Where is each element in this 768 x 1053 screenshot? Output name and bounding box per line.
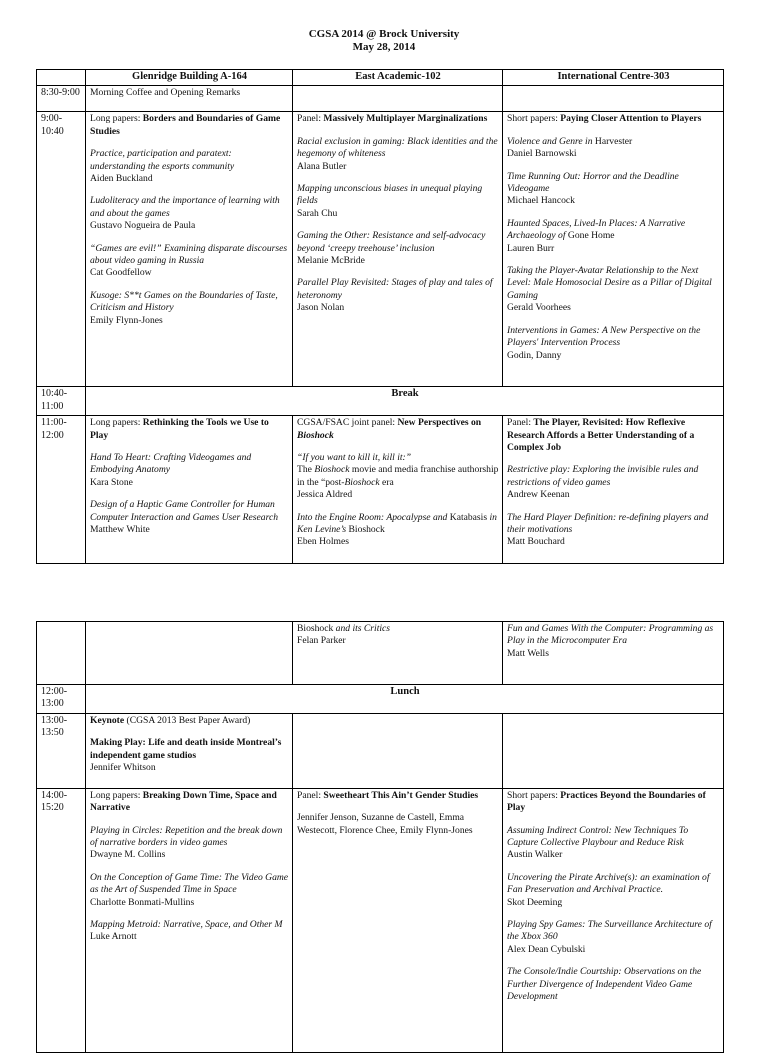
empty-cell — [293, 86, 503, 112]
session-name: Massively Multiplayer Marginalizations — [323, 113, 488, 125]
keynote-label: Keynote — [90, 714, 125, 726]
keynote-title: Making Play: Life and death inside Montreal’s independent game studios — [90, 737, 282, 761]
talk-title: Playing Spy Games: The Surveillance Architecture of the Xbox 360 — [507, 919, 712, 943]
game-name: Bioshock — [344, 476, 380, 488]
talk-title-part: Violence and Genre in — [507, 135, 595, 147]
session-cell — [293, 112, 503, 387]
time-cell: 10:40-11:00 — [37, 387, 86, 416]
session-name: Breaking Down Time, Space and Narrative — [90, 789, 277, 814]
session-type: Long papers: — [90, 417, 143, 429]
session-type: Long papers: — [90, 789, 143, 801]
talk-author: Jason Nolan — [297, 302, 345, 314]
session-cell — [293, 788, 503, 1052]
talk — [297, 452, 499, 502]
schedule-row-break — [37, 387, 724, 416]
talk-title-part: movie and media franchise authorship in the “post- — [297, 464, 499, 488]
room-header-1: Glenridge Building A-164 — [86, 70, 293, 86]
time-cell: 11:00-12:00 — [37, 416, 86, 564]
talk-title: Mapping unconscious biases in unequal playing fields — [297, 183, 483, 207]
talk-title: Hand To Heart: Crafting Videogames and Embodying Anatomy — [90, 452, 252, 476]
empty-cell — [86, 622, 293, 685]
talk-author: Emily Flynn-Jones — [90, 314, 163, 326]
talk-title — [297, 512, 499, 537]
talk-author: Alana Butler — [297, 160, 347, 172]
session-title — [297, 113, 499, 125]
opening-cell: Morning Coffee and Opening Remarks — [86, 86, 293, 112]
talk — [90, 195, 289, 232]
session-cell — [503, 112, 724, 387]
talk-title-part: The — [297, 464, 315, 476]
session-cell — [86, 416, 293, 564]
talk — [90, 872, 289, 909]
talk-title: Design of a Haptic Game Controller for Human Computer Interaction and Games User Research — [90, 499, 279, 523]
session-cell — [293, 622, 503, 685]
time-cell: 12:00-13:00 — [37, 685, 86, 714]
talk-title: Gaming the Other: Resistance and self-advocacy beyond ‘creepy treehouse’ inclusion — [297, 230, 486, 254]
game-name: Bioshock — [297, 623, 334, 634]
session-name: Practices Beyond the Boundaries of Play — [507, 789, 706, 814]
session-name: Sweetheart This Ain’t Gender Studies — [323, 789, 479, 801]
talk-title: The Console/Indie Courtship: Observations on the Further Divergence of Independent Video Game Development — [507, 966, 702, 1003]
session-title — [297, 417, 499, 442]
session-name-italic: Bioshock — [297, 429, 334, 441]
session-title — [507, 417, 720, 454]
schedule-row-continued — [37, 622, 724, 685]
talk — [297, 512, 499, 549]
term-name: Katabasis — [449, 511, 488, 523]
time-cell: 14:00-15:20 — [37, 788, 86, 1052]
talk-author: Matthew White — [90, 524, 150, 536]
session-name: New Perspectives on — [397, 417, 482, 429]
talk-author: Daniel Barnowski — [507, 148, 577, 160]
talk-author: Luke Arnott — [90, 931, 137, 943]
talk — [507, 218, 720, 255]
talk-title — [507, 136, 720, 148]
session-cell — [503, 788, 724, 1052]
talk-title — [297, 623, 499, 635]
talk-title: Parallel Play Revisited: Stages of play and tales of heteronomy — [297, 277, 493, 301]
talk-author: Matt Bouchard — [507, 536, 565, 548]
session-title — [90, 113, 289, 138]
talk — [90, 243, 289, 280]
talk-author: Austin Walker — [507, 849, 563, 861]
talk — [507, 919, 720, 956]
talk-title: “Games are evil!” Examining disparate discourses about video gaming in Russia — [90, 242, 288, 267]
time-header-cell — [37, 70, 86, 86]
talk-title: Restrictive play: Exploring the invisible rules and restrictions of video games — [507, 464, 699, 488]
talk-title: Time Running Out: Horror and the Deadline Videogame — [507, 170, 679, 195]
talk — [507, 512, 720, 549]
talk — [507, 872, 720, 909]
talk-author: Charlotte Bonmati-Mullins — [90, 896, 195, 908]
talk — [507, 325, 720, 362]
session-cell — [503, 416, 724, 564]
talk — [507, 464, 720, 501]
talk-title: Racial exclusion in gaming: Black identities and the hegemony of whiteness — [297, 135, 498, 160]
schedule-row-opening — [37, 86, 724, 112]
talk-author: Felan Parker — [297, 635, 346, 647]
talk-author: Cat Goodfellow — [90, 267, 152, 279]
session-type: Panel: — [297, 113, 324, 125]
date-text: May 28, 2014 — [352, 41, 416, 53]
talk — [90, 919, 289, 944]
talk-author: Dwayne M. Collins — [90, 849, 166, 861]
talk-title-line — [297, 464, 499, 489]
talk-title-part: era — [379, 476, 394, 488]
time-cell: 13:00-13:50 — [37, 713, 86, 788]
schedule-row-session2 — [37, 416, 724, 564]
talk-author: Aiden Buckland — [90, 173, 153, 185]
game-name: Harvester — [594, 135, 633, 147]
session-cell — [86, 112, 293, 387]
talk-title: Taking the Player-Avatar Relationship to the Next Level: Male Homosocial Desire as a Pillar of Digital Gaming — [507, 265, 712, 301]
talk-author: Alex Dean Cybulski — [507, 943, 586, 955]
keynote-award: (CGSA 2013 Best Paper Award) — [124, 714, 251, 726]
schedule-row-session3 — [37, 788, 724, 1052]
session-title — [90, 417, 289, 442]
schedule-row-lunch — [37, 685, 724, 714]
talk-title-part: and its Critics — [333, 623, 391, 634]
talk — [507, 966, 720, 1003]
talk-title: Kusoge: S**t Games on the Boundaries of Taste, Criticism and History — [90, 289, 278, 314]
schedule-row-keynote — [37, 713, 724, 788]
game-name: Bioshock — [348, 524, 385, 536]
session-type: Short papers: — [507, 789, 561, 801]
talk-author: Lauren Burr — [507, 242, 555, 254]
session-name: Paying Closer Attention to Players — [560, 113, 702, 125]
talk-title — [507, 218, 720, 243]
panel-authors: Jennifer Jenson, Suzanne de Castell, Emma Westecott, Florence Chee, Emily Flynn-Jones — [297, 812, 473, 836]
talk-author: Skot Deeming — [507, 896, 563, 908]
talk — [90, 290, 289, 327]
talk — [507, 265, 720, 315]
empty-cell — [503, 713, 724, 788]
talk-author: Kara Stone — [90, 476, 133, 488]
session-type: CGSA/FSAC joint panel: — [297, 417, 398, 429]
session-name: Rethinking the Tools we Use to Play — [90, 417, 269, 441]
talk-title: Interventions in Games: A New Perspective on the Players' Intervention Process — [507, 324, 701, 349]
session-title — [90, 790, 289, 815]
session-title — [507, 113, 720, 125]
talk — [90, 737, 289, 774]
talk — [297, 183, 499, 220]
talk-author: Michael Hancock — [507, 195, 575, 207]
talk — [90, 825, 289, 862]
room-header-3: International Centre-303 — [503, 70, 724, 86]
talk-author: Gerald Voorhees — [507, 302, 571, 314]
talk-title: On the Conception of Game Time: The Video Game as the Art of Suspended Time in Space — [90, 871, 289, 896]
session-cell — [293, 416, 503, 564]
talk-author: Sarah Chu — [297, 207, 338, 219]
talk — [90, 499, 289, 536]
session-type: Panel: — [297, 789, 324, 801]
talk — [90, 148, 289, 185]
session-name: Borders and Boundaries of Game Studies — [90, 113, 281, 137]
header-row — [37, 70, 724, 86]
talk — [297, 277, 499, 314]
talk-author: Matt Wells — [507, 647, 549, 659]
document-title — [0, 28, 768, 54]
talk-author: Gustavo Nogueira de Paula — [90, 220, 196, 232]
talk-title: Ludoliteracy and the importance of learning with and about the games — [90, 195, 280, 219]
keynote-cell — [86, 713, 293, 788]
talk-author: Eben Holmes — [297, 536, 349, 548]
game-name: Gone Home — [567, 230, 615, 242]
talk-author: Andrew Keenan — [507, 489, 570, 501]
talk-title: Playing in Circles: Repetition and the break down of narrative borders in video games — [90, 824, 283, 849]
session-title — [297, 790, 499, 802]
talk-title: Uncovering the Pirate Archive(s): an examination of Fan Preservation and Archival Practice. — [507, 871, 710, 896]
talk-title: Fun and Games With the Computer: Programming as Play in the Microcomputer Era — [507, 623, 714, 647]
talk-title: The Hard Player Definition: re-defining players and their motivations — [507, 511, 709, 536]
empty-cell — [503, 86, 724, 112]
empty-cell — [37, 622, 86, 685]
session-type: Short papers: — [507, 113, 561, 125]
talk — [297, 230, 499, 267]
schedule-row-session1 — [37, 112, 724, 387]
talk — [90, 452, 289, 489]
talk-title-part: in Ken Levine’s — [297, 511, 497, 536]
session-cell — [86, 788, 293, 1052]
time-cell: 9:00-10:40 — [37, 112, 86, 387]
session-title — [507, 790, 720, 815]
talk-title: Mapping Metroid: Narrative, Space, and Other M — [90, 919, 283, 931]
talk — [297, 136, 499, 173]
talk-author: Melanie McBride — [297, 255, 365, 267]
talk-title: Assuming Indirect Control: New Techniques To Capture Collective Playbour and Reduce Risk — [507, 824, 689, 849]
schedule-table-1 — [36, 69, 724, 564]
talk — [507, 825, 720, 862]
talk-title: Practice, participation and paratext: understanding the esports community — [90, 148, 235, 172]
game-name: Bioshock — [314, 464, 350, 476]
title-text: CGSA 2014 @ Brock University — [308, 28, 460, 40]
session-cell — [503, 622, 724, 685]
schedule-table-2 — [36, 621, 724, 1053]
talk — [507, 171, 720, 208]
session-type: Panel: — [507, 417, 534, 429]
empty-cell — [293, 713, 503, 788]
session-name: The Player, Revisited: How Reflexive Research Affords a Better Understanding of a Complex Job — [507, 417, 695, 454]
talk-title-part: Into the Engine Room: Apocalypse and — [297, 511, 450, 523]
talk-author: Jennifer Whitson — [90, 762, 156, 774]
lunch-cell: Lunch — [86, 685, 724, 714]
break-cell: Break — [86, 387, 724, 416]
talk-title-part: Haunted Spaces, Lived-In Places: A Narrative Archaeology of — [507, 217, 686, 242]
session-type: Long papers: — [90, 113, 143, 125]
keynote-heading — [90, 715, 289, 727]
talk — [507, 136, 720, 161]
talk-author: Godin, Danny — [507, 349, 562, 361]
talk-author: Jessica Aldred — [297, 489, 353, 501]
time-cell: 8:30-9:00 — [37, 86, 86, 112]
talk-title-quote: “If you want to kill it, kill it:” — [297, 452, 412, 464]
room-header-2: East Academic-102 — [293, 70, 503, 86]
